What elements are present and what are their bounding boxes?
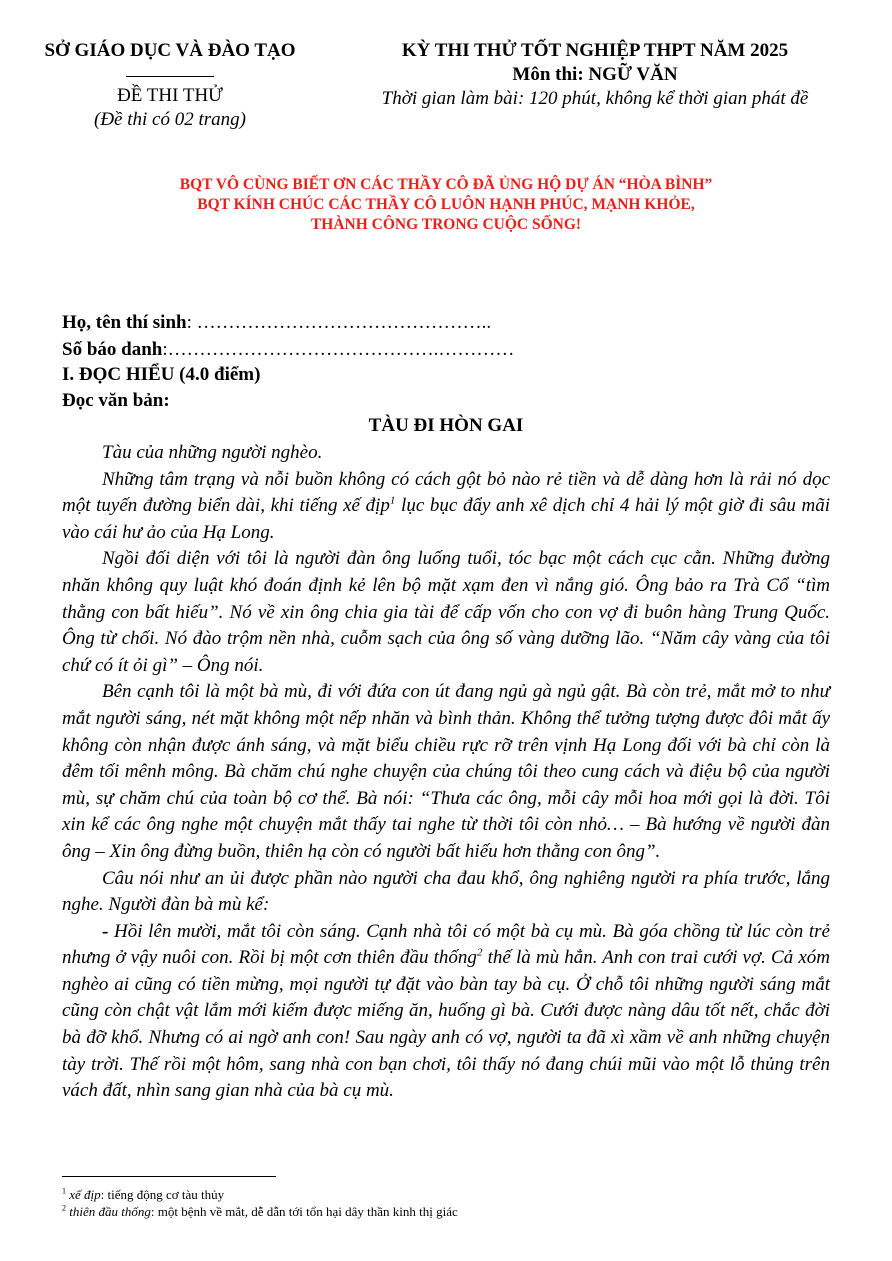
passage-text: Những tâm trạng và nỗi buồn không có cách gột bỏ nào rẻ tiền và dễ dàng hơn là rải nó dọc một tuyến đường biển dài, khi tiếng xế địp — [62, 468, 830, 517]
passage-text: thế là mù hẳn. Anh con trai cưới vợ. Cả xóm nghèo ai cũng có tiền mừng, mọi người tự đặt vào bàn tay bà cụ. Ở chỗ tôi những người sáng mắt cũng còn chật vật lắm mới kiếm được miếng ăn, huống gì bà. Cưới được nàng dâu tốt nết, chắc đời bà đỡ khổ. Nhưng có ai ngờ anh con! Sau ngày anh có vợ, người ta đã xì xầm về anh những chuyện tày trời. Thế rồi một hôm, sang nhà con bạn chơi, tôi thấy nó đang chúi mũi vào một lỗ thủng trên vách đất, nhìn sang gian nhà của bà cụ mù. — [62, 947, 830, 1102]
footnote-separator — [62, 1176, 276, 1177]
footnote-ref-1: 1 — [389, 494, 396, 507]
exam-title: KỲ THI THỬ TỐT NGHIỆP THPT NĂM 2025 — [401, 40, 789, 61]
thanks-notice — [100, 175, 792, 235]
candidate-id-blank: :…………………………………….………… — [162, 339, 515, 360]
reading-passage — [62, 440, 830, 1105]
notice-line-1: BQT VÔ CÙNG BIẾT ƠN CÁC THẦY CÔ ĐÃ ỦNG HỘ DỰ ÁN “HÒA BÌNH” — [179, 176, 713, 193]
passage-paragraph-4: Bên cạnh tôi là một bà mù, đi với đứa con út đang ngủ gà ngủ gật. Bà còn trẻ, mắt mở to như mắt người sáng, nét mặt không một nếp nhăn và bình thản. Không thể tưởng tượng được đôi mắt ấy không còn nhận được ánh sáng, và mặt biểu chiều rực rỡ trên vịnh Hạ Long đối với bà chỉ còn là đêm tối mênh mông. Bà chăm chú nghe chuyện của chúng tôi theo cung cách và điệu bộ của người mù, sự chăm chú của toàn bộ cơ thể. Bà nói: “Thưa các ông, mỗi cây mỗi hoa mới gọi là đời. Tôi xin kể các ông nghe một chuyện mắt thấy tai nghe từ thời tôi còn nhỏ… – Bà hướng về người đàn ông – Xin ông đừng buồn, thiên hạ còn có người bất hiếu hơn thằng con ông”. — [62, 681, 830, 862]
issuing-authority-block — [30, 40, 310, 131]
candidate-name-label: Họ, tên thí sinh — [62, 312, 187, 333]
notice-line-2: BQT KÍNH CHÚC CÁC THẦY CÔ LUÔN HẠNH PHÚC, MẠNH KHỎE, — [197, 196, 695, 213]
reading-instruction: Đọc văn bản: — [62, 390, 170, 411]
exam-duration: Thời gian làm bài: 120 phút, không kể thời gian phát đề — [381, 88, 809, 109]
footnotes — [62, 1186, 458, 1220]
footnote-2 — [62, 1203, 458, 1220]
issuing-org: SỞ GIÁO DỤC VÀ ĐÀO TẠO — [44, 40, 296, 61]
passage-paragraph-1: Tàu của những người nghèo. — [102, 442, 323, 463]
passage-paragraph-5: Câu nói như an ủi được phần nào người cha đau khổ, ông nghiêng người ra phía trước, lắng nghe. Người đàn bà mù kể: — [62, 867, 830, 916]
passage-text: Hồi lên mười, mắt tôi còn sáng. Cạnh nhà tôi có một bà cụ mù. Bà góa chồng từ lúc còn trẻ nhưng ở vậy nuôi con. Rồi bị một cơn thiên đầu thống — [62, 920, 830, 969]
page-count-note: (Đề thi có 02 trang) — [94, 109, 246, 130]
footnote-2-text: : một bệnh về mắt, dễ dẫn tới tổn hại dây thần kinh thị giác — [150, 1204, 458, 1219]
footnote-1-term: xế địp — [69, 1187, 101, 1202]
passage-paragraph-6 — [62, 919, 830, 1105]
footnote-2-term: thiên đầu thống — [69, 1204, 151, 1219]
passage-text: lục bục đẩy anh xê dịch chỉ 4 hải lý một giờ đi sâu mãi vào cái hư ảo của Hạ Long. — [62, 495, 830, 543]
org-underline — [126, 76, 214, 77]
candidate-id-label: Số báo danh — [62, 339, 163, 360]
footnote-1-text: : tiếng động cơ tàu thủy — [100, 1187, 225, 1202]
footnote-1 — [62, 1186, 458, 1203]
exam-subject: Môn thi: NGỮ VĂN — [512, 64, 678, 85]
footnote-2-number: 2 — [62, 1203, 66, 1213]
candidate-id-line — [62, 339, 514, 361]
passage-title: TÀU ĐI HÒN GAI — [368, 415, 524, 436]
dialogue-dash: - — [102, 920, 114, 942]
footnote-1-number: 1 — [62, 1186, 66, 1196]
exam-info-block — [345, 40, 845, 110]
passage-paragraph-2 — [62, 467, 830, 547]
section-heading: I. ĐỌC HIỂU (4.0 điểm) — [62, 364, 261, 385]
candidate-name-line — [62, 312, 491, 334]
notice-line-3: THÀNH CÔNG TRONG CUỘC SỐNG! — [310, 216, 582, 233]
document-type: ĐỀ THI THỬ — [117, 85, 223, 106]
candidate-name-blank: : ……………………………………….. — [186, 312, 492, 333]
passage-paragraph-3: Ngồi đối diện với tôi là người đàn ông luống tuổi, tóc bạc một cách cục cằn. Những đường nhăn không quy luật khó đoán định kẻ lên bộ mặt xạm đen vì nắng gió. Ông bảo ra Trà Cổ “tìm thằng con bất hiếu”. Nó về xin ông chia gia tài để cấp vốn cho con vợ đi buôn hàng Trung Quốc. Ông từ chối. Nó đào trộm nền nhà, cuỗm sạch của ông số vàng dưỡng lão. “Năm cây vàng của tôi chứ có ít ỏi gì” – Ông nói. — [62, 548, 830, 676]
footnote-ref-2: 2 — [476, 946, 483, 959]
